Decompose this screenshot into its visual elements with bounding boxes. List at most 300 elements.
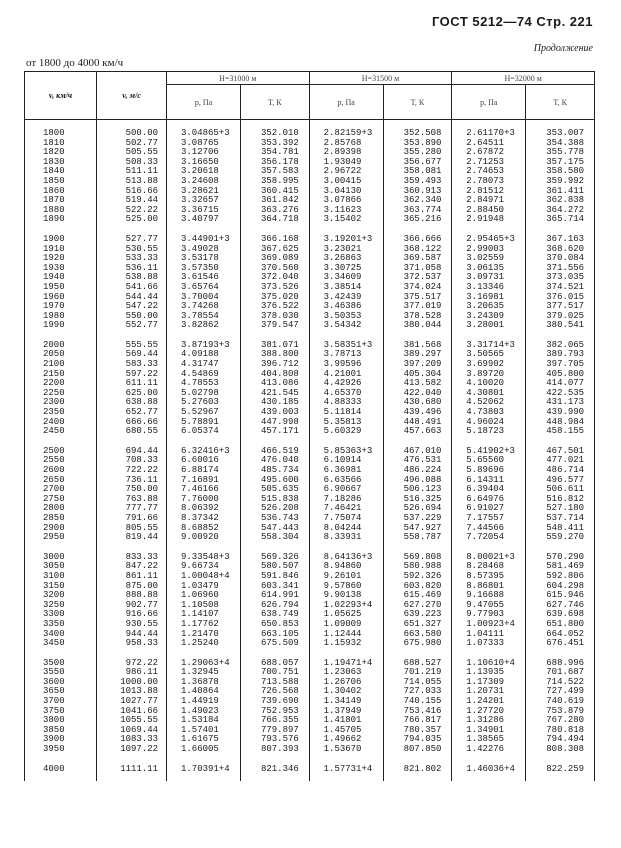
cell-value: 1041.66: [120, 705, 158, 716]
table-cell: [167, 120, 241, 225]
cell-value: 559.270: [546, 532, 585, 543]
table-row: [25, 120, 595, 225]
cell-value: 1.49662: [323, 734, 362, 745]
cell-value: 439.003: [260, 407, 299, 418]
cell-value: 9.57860: [323, 580, 362, 591]
cell-value: 3.53178: [181, 253, 219, 264]
cell-value: 4000: [43, 763, 65, 774]
table-row: [25, 225, 595, 331]
cell-value: 486.714: [546, 465, 585, 475]
table-cell: [452, 543, 526, 649]
cell-value: 3.46386: [323, 301, 362, 312]
cell-value: 485.734: [260, 465, 299, 475]
cell-value: 370.084: [546, 253, 585, 264]
cell-value: 3.07866: [323, 195, 362, 206]
row-group: [25, 649, 595, 755]
cell-value: 486.224: [403, 465, 442, 475]
cell-value: 405.304: [403, 368, 442, 379]
cell-value: 7.17557: [466, 512, 505, 523]
cell-value: 2300: [43, 397, 65, 408]
cell-value: 353.890: [403, 137, 442, 148]
cell-value: 6.39404: [466, 484, 505, 495]
cell-value: 1.07333: [466, 638, 505, 649]
cell-value: 1.37949: [323, 705, 362, 716]
cell-value: 1890: [43, 214, 65, 225]
table-cell: [240, 649, 309, 755]
cell-value: 3.57350: [181, 262, 219, 273]
cell-value: 376.015: [546, 291, 585, 302]
cell-value: 364.718: [260, 214, 299, 225]
cell-value: 558.304: [260, 532, 299, 543]
cell-value: 615.946: [546, 590, 585, 601]
cell-value: 430.680: [403, 397, 442, 408]
cell-value: 1920: [43, 253, 65, 264]
cell-value: 9.00920: [181, 532, 219, 543]
table-cell: [309, 755, 383, 781]
cell-value: 614.991: [260, 590, 299, 601]
cell-value: 805.55: [125, 522, 158, 533]
table-cell: [452, 225, 526, 331]
cell-value: 1.17309: [466, 676, 505, 687]
cell-value: 355.280: [403, 147, 442, 158]
cell-value: 377.517: [546, 301, 585, 312]
cell-value: 1.29063+4: [181, 657, 230, 668]
cell-value: 3.54342: [323, 320, 362, 331]
cell-value: 3.04865+3: [181, 128, 230, 138]
table-cell: [167, 225, 241, 331]
cell-value: 638.749: [260, 609, 299, 620]
cell-value: 373.526: [260, 281, 299, 292]
cell-value: 9.66734: [181, 561, 219, 572]
cell-value: 380.541: [546, 320, 585, 331]
cell-value: 8.04244: [323, 522, 362, 533]
cell-value: 875.00: [125, 580, 158, 591]
cell-value: 5.18723: [466, 426, 505, 437]
cell-value: 8.86801: [466, 580, 505, 591]
table-cell: [383, 331, 452, 437]
cell-value: 9.26101: [323, 570, 362, 581]
cell-value: 626.794: [260, 599, 299, 610]
cell-value: 1.24201: [466, 696, 505, 707]
table-cell: [526, 120, 595, 225]
cell-value: 3800: [43, 715, 65, 726]
cell-value: 421.545: [260, 387, 299, 398]
table-cell: [240, 225, 309, 331]
cell-value: 7.72054: [466, 532, 505, 543]
cell-value: 3.28001: [466, 320, 505, 331]
row-group: [25, 225, 595, 331]
cell-value: 807.850: [403, 744, 442, 755]
cell-value: 2.85768: [323, 137, 362, 148]
cell-value: 389.297: [403, 349, 442, 360]
table-row: [25, 543, 595, 649]
cell-value: 359.992: [546, 175, 585, 186]
col-header-altitude-1: H=31000 м: [167, 72, 310, 85]
cell-value: 7.44566: [466, 522, 505, 533]
cell-value: 6.36981: [323, 465, 362, 475]
col-header-altitude-2: H=31500 м: [309, 72, 452, 85]
cell-value: 627.270: [403, 599, 442, 610]
cell-value: 4.54869: [181, 368, 219, 379]
cell-value: 365.714: [546, 214, 585, 225]
cell-value: 5.52967: [181, 407, 219, 418]
cell-value: 1.41801: [323, 715, 362, 726]
cell-value: 2.64511: [466, 137, 505, 148]
cell-value: 2100: [43, 359, 65, 370]
cell-value: 625.00: [125, 387, 158, 398]
col-header-temperature: T, К: [383, 85, 452, 120]
cell-value: 5.65560: [466, 455, 505, 466]
cell-value: 2900: [43, 522, 65, 533]
cell-value: 3.30725: [323, 262, 362, 273]
cell-value: 592.326: [403, 570, 442, 581]
cell-value: 5.60329: [323, 426, 362, 437]
cell-value: 476.040: [260, 455, 299, 466]
cell-value: 1.03479: [181, 580, 219, 591]
cell-value: 381.071: [260, 339, 299, 350]
cell-value: 821.346: [260, 763, 299, 774]
table-cell: [383, 755, 452, 781]
cell-value: 8.06392: [181, 503, 219, 514]
cell-value: 2.95465+3: [466, 233, 515, 244]
cell-value: 2500: [43, 445, 65, 456]
cell-value: 1.53184: [181, 715, 219, 726]
cell-value: 1.45705: [323, 724, 362, 735]
cell-value: 3.69902: [466, 359, 505, 370]
cell-value: 4.42926: [323, 378, 362, 389]
cell-value: 1.38565: [466, 734, 505, 745]
cell-value: 3.65764: [181, 281, 219, 292]
cell-value: 354.388: [546, 137, 585, 148]
cell-value: 1.27720: [466, 705, 505, 716]
cell-value: 527.77: [125, 233, 158, 244]
cell-value: 7.76000: [181, 493, 219, 504]
cell-value: 530.55: [125, 243, 158, 254]
cell-value: 413.582: [403, 378, 442, 389]
cell-value: 373.035: [546, 272, 585, 283]
table-cell: [452, 755, 526, 781]
cell-value: 986.11: [125, 667, 158, 678]
table-cell: [452, 649, 526, 755]
cell-value: 358.580: [546, 166, 585, 177]
cell-value: 502.77: [125, 137, 158, 148]
cell-value: 2.84971: [466, 195, 505, 206]
table-cell: [309, 649, 383, 755]
cell-value: 750.00: [125, 484, 158, 495]
cell-value: 3.87193+3: [181, 339, 230, 350]
cell-value: 902.77: [125, 599, 158, 610]
cell-value: 3.20618: [181, 166, 219, 177]
cell-value: 1111.11: [120, 763, 158, 774]
cell-value: 6.64976: [466, 493, 505, 504]
cell-value: 3.34609: [323, 272, 362, 283]
cell-value: 371.556: [546, 262, 585, 273]
cell-value: 516.325: [403, 493, 442, 504]
cell-value: 3.23021: [323, 243, 362, 254]
cell-value: 650.853: [260, 618, 299, 629]
cell-value: 9.90138: [323, 590, 362, 601]
cell-value: 1970: [43, 301, 65, 312]
cell-value: 3400: [43, 628, 65, 639]
cell-value: 372.537: [403, 272, 442, 283]
cell-value: 766.817: [403, 715, 442, 726]
cell-value: 367.625: [260, 243, 299, 254]
cell-value: 4.52062: [466, 397, 505, 408]
cell-value: 740.619: [546, 696, 585, 707]
cell-value: 3750: [43, 705, 65, 716]
table-cell: [167, 437, 241, 543]
cell-value: 2.78073: [466, 175, 505, 186]
cell-value: 3.00415: [323, 175, 362, 186]
cell-value: 505.55: [125, 147, 158, 158]
cell-value: 371.058: [403, 262, 442, 273]
cell-value: 1.06960: [181, 590, 219, 601]
cell-value: 3250: [43, 599, 65, 610]
cell-value: 3050: [43, 561, 65, 572]
table-cell: [452, 437, 526, 543]
cell-value: 5.35813: [323, 416, 362, 427]
table-cell: [25, 331, 97, 437]
cell-value: 1820: [43, 147, 65, 158]
cell-value: 1.00048+4: [181, 570, 230, 581]
cell-value: 1.02293+4: [323, 599, 373, 610]
cell-value: 8.57395: [466, 570, 505, 581]
cell-value: 9.33548+3: [181, 551, 230, 562]
cell-value: 1860: [43, 185, 65, 196]
cell-value: 675.980: [403, 638, 442, 649]
cell-value: 958.33: [125, 638, 158, 649]
cell-value: 506.611: [546, 484, 585, 495]
cell-value: 536.743: [260, 512, 299, 523]
table-cell: [167, 755, 241, 781]
cell-value: 6.91027: [466, 503, 505, 514]
cell-value: 597.22: [125, 368, 158, 379]
cell-value: 378.030: [260, 310, 299, 321]
cell-value: 380.044: [403, 320, 442, 331]
table-cell: [97, 331, 167, 437]
cell-value: 727.499: [546, 686, 585, 697]
cell-value: 767.280: [546, 715, 585, 726]
col-header-v-kmh: v, км/ч: [25, 72, 97, 120]
cell-value: 1.12444: [323, 628, 362, 639]
cell-value: 4.30801: [466, 387, 505, 398]
cell-value: 422.040: [403, 387, 442, 398]
cell-value: 753.879: [546, 705, 585, 716]
cell-value: 580.507: [260, 561, 299, 572]
cell-value: 1.44919: [181, 696, 219, 707]
cell-value: 627.746: [546, 599, 585, 610]
cell-value: 1.57731+4: [323, 763, 373, 774]
cell-value: 515.838: [260, 493, 299, 504]
cell-value: 740.155: [403, 696, 442, 707]
cell-value: 569.326: [260, 551, 299, 562]
cell-value: 6.10914: [323, 455, 362, 466]
cell-value: 1.04111: [466, 628, 505, 639]
cell-value: 516.66: [125, 185, 158, 196]
cell-value: 1.61675: [181, 734, 219, 745]
cell-value: 3.99596: [323, 359, 362, 370]
cell-value: 3.31714+3: [466, 339, 515, 350]
cell-value: 3150: [43, 580, 65, 591]
cell-value: 688.057: [260, 657, 299, 668]
cell-value: 603.341: [260, 580, 299, 591]
cell-value: 4.88333: [323, 397, 362, 408]
col-header-pressure: p, Па: [167, 85, 241, 120]
row-group: [25, 543, 595, 649]
cell-value: 430.185: [260, 397, 299, 408]
cell-value: 381.568: [403, 339, 442, 350]
cell-value: 4.73803: [466, 407, 505, 418]
cell-value: 363.276: [260, 204, 299, 215]
cell-value: 2950: [43, 532, 65, 543]
cell-value: 364.272: [546, 204, 585, 215]
cell-value: 505.635: [260, 484, 299, 495]
cell-value: 3.82862: [181, 320, 219, 331]
cell-value: 861.11: [125, 570, 158, 581]
cell-value: 537.229: [403, 512, 442, 523]
cell-value: 2250: [43, 387, 65, 398]
cell-value: 2.67872: [466, 147, 505, 158]
cell-value: 467.501: [546, 445, 585, 456]
cell-value: 569.44: [125, 349, 158, 360]
cell-value: 808.308: [546, 744, 585, 755]
cell-value: 1.49023: [181, 705, 219, 716]
cell-value: 3200: [43, 590, 65, 601]
cell-value: 3.50353: [323, 310, 362, 321]
cell-value: 495.600: [260, 474, 299, 485]
cell-value: 366.168: [260, 233, 299, 244]
cell-value: 639.223: [403, 609, 442, 620]
cell-value: 552.77: [125, 320, 158, 331]
table-cell: [240, 120, 309, 225]
cell-value: 3.09731: [466, 272, 505, 283]
cell-value: 3.38514: [323, 281, 362, 292]
table-cell: [240, 331, 309, 437]
cell-value: 516.812: [546, 493, 585, 504]
cell-value: 3.13346: [466, 281, 505, 292]
cell-value: 3600: [43, 676, 65, 687]
cell-value: 847.22: [125, 561, 158, 572]
cell-value: 1910: [43, 243, 65, 254]
cell-value: 536.11: [125, 262, 158, 273]
cell-value: 676.451: [546, 638, 585, 649]
cell-value: 2.96722: [323, 166, 362, 177]
cell-value: 397.705: [546, 359, 585, 370]
cell-value: 352.508: [403, 128, 442, 138]
row-group: [25, 755, 595, 781]
cell-value: 7.16891: [181, 474, 219, 485]
cell-value: 1069.44: [120, 724, 158, 735]
cell-value: 526.694: [403, 503, 442, 514]
table-cell: [383, 649, 452, 755]
cell-value: 375.517: [403, 291, 442, 302]
cell-value: 376.522: [260, 301, 299, 312]
cell-value: 353.392: [260, 137, 299, 148]
cell-value: 4.78553: [181, 378, 219, 389]
cell-value: 3.70004: [181, 291, 219, 302]
cell-value: 357.175: [546, 156, 585, 167]
cell-value: 713.588: [260, 676, 299, 687]
cell-value: 3.19201+3: [323, 233, 373, 244]
table-cell: [309, 437, 383, 543]
cell-value: 375.020: [260, 291, 299, 302]
table-cell: [167, 331, 241, 437]
cell-value: 9.77903: [466, 609, 505, 620]
cell-value: 519.44: [125, 195, 158, 206]
cell-value: 439.990: [546, 407, 585, 418]
cell-value: 780.357: [403, 724, 442, 735]
cell-value: 378.528: [403, 310, 442, 321]
cell-value: 1.23063: [323, 667, 362, 678]
cell-value: 511.11: [125, 166, 158, 177]
cell-value: 3.28621: [181, 185, 219, 196]
cell-value: 2550: [43, 455, 65, 466]
cell-value: 537.714: [546, 512, 585, 523]
row-group: [25, 437, 595, 543]
table-cell: [383, 225, 452, 331]
cell-value: 3.44901+3: [181, 233, 230, 244]
cell-value: 1.32945: [181, 667, 219, 678]
cell-value: 819.44: [125, 532, 158, 543]
table-cell: [383, 437, 452, 543]
cell-value: 1800: [43, 128, 65, 138]
cell-value: 1.31286: [466, 715, 505, 726]
table-cell: [309, 543, 383, 649]
cell-value: 615.469: [403, 590, 442, 601]
cell-value: 1.13935: [466, 667, 505, 678]
cell-value: 708.33: [125, 455, 158, 466]
cell-value: 3.24309: [466, 310, 505, 321]
table-cell: [309, 225, 383, 331]
cell-value: 777.77: [125, 503, 158, 514]
cell-value: 447.998: [260, 416, 299, 427]
cell-value: 8.64136+3: [323, 551, 373, 562]
cell-value: 368.620: [546, 243, 585, 254]
cell-value: 1.70391+4: [181, 763, 230, 774]
cell-value: 544.44: [125, 291, 158, 302]
cell-value: 457.171: [260, 426, 299, 437]
cell-value: 5.27603: [181, 397, 219, 408]
cell-value: 4.96024: [466, 416, 505, 427]
cell-value: 3100: [43, 570, 65, 581]
table-cell: [383, 543, 452, 649]
cell-value: 3.24608: [181, 175, 219, 186]
cell-value: 569.808: [403, 551, 442, 562]
cell-value: 3550: [43, 667, 65, 678]
cell-value: 457.663: [403, 426, 442, 437]
cell-value: 1.20731: [466, 686, 505, 697]
cell-value: 1013.88: [120, 686, 158, 697]
cell-value: 2850: [43, 512, 65, 523]
col-header-altitude-3: H=32000 м: [452, 72, 595, 85]
table-cell: [167, 649, 241, 755]
table-cell: [25, 755, 97, 781]
cell-value: 6.88174: [181, 465, 219, 475]
table-cell: [526, 543, 595, 649]
cell-value: 368.122: [403, 243, 442, 254]
cell-value: 2.81512: [466, 185, 505, 196]
cell-value: 8.33931: [323, 532, 362, 543]
cell-value: 5.78891: [181, 416, 219, 427]
cell-value: 9.16688: [466, 590, 505, 601]
cell-value: 2.88450: [466, 204, 505, 215]
col-header-pressure: p, Па: [309, 85, 383, 120]
table-cell: [526, 437, 595, 543]
cell-value: 807.393: [260, 744, 299, 755]
table-cell: [526, 649, 595, 755]
cell-value: 3.12706: [181, 147, 219, 158]
cell-value: 651.327: [403, 618, 442, 629]
